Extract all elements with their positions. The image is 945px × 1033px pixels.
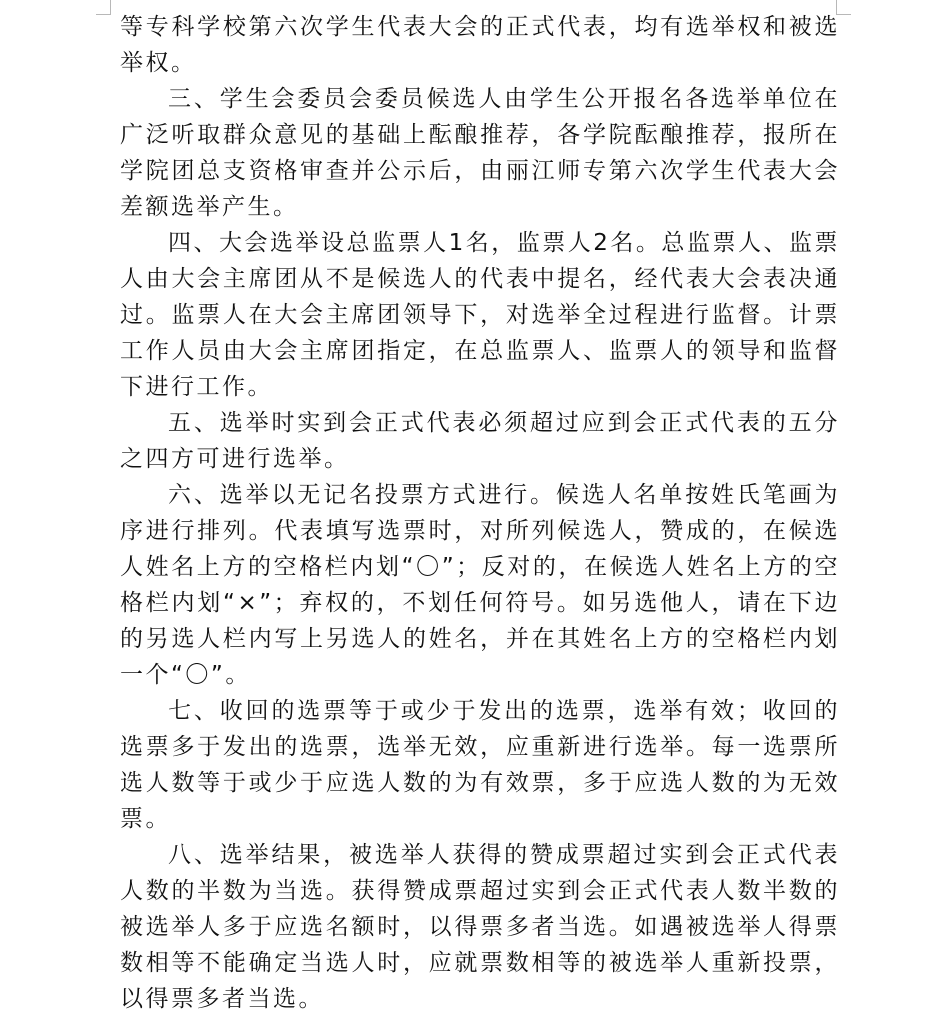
paragraph-eight-election-result: 八、选举结果，被选举人获得的赞成票超过实到会正式代表人数的半数为当选。获得赞成票超过实到会正式代表人数半数的被选举人多于应选名额时，以得票多者当选。如遇被选举人得票数相等不能确定当选人时，应就票数相等的被选举人重新投票，以得票多者当选。: [120, 842, 840, 1012]
paragraph-five-quorum: 五、选举时实到会正式代表必须超过应到会正式代表的五分之四方可进行选举。: [120, 410, 840, 472]
paragraph-six-ballot-method: 六、选举以无记名投票方式进行。候选人名单按姓氏笔画为序进行排列。代表填写选票时，对所列候选人，赞成的，在候选人姓名上方的空格栏内划“〇”；反对的，在候选人姓名上方的空格栏内划“×”；弃权的，不划任何符号。如另选他人，请在下边的另选人栏内写上另选人的姓名，并在其姓名上方的空格栏内划一个“〇”。: [120, 482, 840, 688]
paragraph-seven-ballot-validity: 七、收回的选票等于或少于发出的选票，选举有效；收回的选票多于发出的选票，选举无效，应重新进行选举。每一选票所选人数等于或少于应选人数的为有效票，多于应选人数的为无效票。: [120, 698, 840, 832]
left-margin-corner-mark: [96, 0, 111, 15]
document-body[interactable]: [120, 9, 840, 1017]
paragraph-continued-eligibility: 等专科学校第六次学生代表大会的正式代表，均有选举权和被选举权。: [120, 14, 840, 76]
paragraph-four-scrutineers: 四、大会选举设总监票人1名，监票人2名。总监票人、监票人由大会主席团从不是候选人的代表中提名，经代表大会表决通过。监票人在大会主席团领导下，对选举全过程进行监督。计票工作人员由大会主席团指定，在总监票人、监票人的领导和监督下进行工作。: [120, 230, 840, 400]
paragraph-three-candidates: 三、学生会委员会委员候选人由学生公开报名各选举单位在广泛听取群众意见的基础上酝酿推荐，各学院酝酿推荐，报所在学院团总支资格审查并公示后，由丽江师专第六次学生代表大会差额选举产生。: [120, 86, 840, 220]
